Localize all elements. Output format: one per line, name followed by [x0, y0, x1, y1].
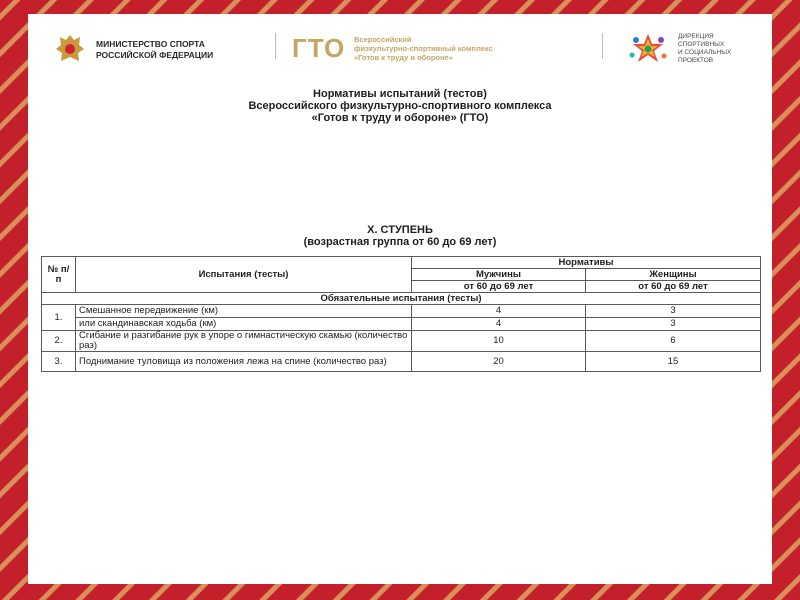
row-number: 3.: [42, 352, 76, 372]
directorate-logo: [624, 31, 754, 71]
gto-caption: [354, 35, 493, 62]
ministry-name: [96, 39, 213, 61]
row-number: 2.: [42, 331, 76, 352]
col-number-header: № п/п: [42, 257, 76, 293]
row-women-value: 15: [586, 352, 761, 372]
title-line-2: Всероссийского физкультурно-спортивного комплекса: [248, 100, 552, 112]
title-line-1: Нормативы испытаний (тестов): [313, 88, 487, 100]
directorate-line-1: ДИРЕКЦИЯ: [678, 33, 714, 40]
slide-sheet: [28, 14, 772, 584]
row-men-value: 10: [412, 331, 586, 352]
row-women-value: 3: [586, 318, 761, 331]
table-row: [42, 305, 761, 318]
section-row: [42, 293, 761, 305]
step-line-1: X. СТУПЕНЬ: [367, 224, 433, 236]
col-tests-header: Испытания (тесты): [76, 257, 412, 293]
coat-of-arms-icon: [52, 31, 88, 67]
directorate-name: [678, 33, 731, 65]
header-divider: [275, 33, 276, 59]
row-women-value: 3: [586, 305, 761, 318]
row-men-value: 4: [412, 305, 586, 318]
gto-logo: [292, 31, 592, 71]
colorful-star-icon: [624, 31, 672, 67]
row-test: Поднимание туловища из положения лежа на спине (количество раз): [76, 352, 412, 372]
ministry-logo: [52, 31, 272, 71]
gto-mark: ГТО: [292, 33, 346, 63]
step-title: [28, 224, 772, 248]
table-row: [42, 352, 761, 372]
row-men-value: 20: [412, 352, 586, 372]
table-row: [42, 331, 761, 352]
header-divider: [602, 33, 603, 59]
col-norms-header: Нормативы: [412, 257, 761, 269]
directorate-line-2: СПОРТИВНЫХ: [678, 41, 725, 48]
row-men-value: 4: [412, 318, 586, 331]
directorate-line-4: ПРОЕКТОВ: [678, 57, 714, 64]
gto-line-1: Всероссийский: [354, 35, 412, 44]
document-title: [28, 88, 772, 124]
step-line-2: (возрастная группа от 60 до 69 лет): [303, 236, 497, 248]
row-number: 1.: [42, 305, 76, 331]
ministry-line-1: МИНИСТЕРСТВО СПОРТА: [96, 39, 205, 49]
gto-line-3: «Готов к труду и обороне»: [354, 53, 453, 62]
col-men-header: Мужчины: [412, 269, 586, 281]
row-women-value: 6: [586, 331, 761, 352]
row-test: или скандинавская ходьба (км): [76, 318, 412, 331]
table-header-row: [42, 257, 761, 269]
directorate-line-3: И СОЦИАЛЬНЫХ: [678, 49, 732, 56]
col-women-header: Женщины: [586, 269, 761, 281]
norms-table: [41, 256, 761, 372]
title-line-3: «Готов к труду и обороне» (ГТО): [311, 112, 489, 124]
age-women-header: от 60 до 69 лет: [586, 281, 761, 293]
age-men-header: от 60 до 69 лет: [412, 281, 586, 293]
row-test: Смешанное передвижение (км): [76, 305, 412, 318]
ministry-line-2: РОССИЙСКОЙ ФЕДЕРАЦИИ: [96, 50, 214, 60]
row-test: Сгибание и разгибание рук в упоре о гимнастическую скамью (количество раз): [76, 331, 412, 352]
table-row: [42, 318, 761, 331]
gto-line-2: физкультурно-спортивный комплекс: [354, 44, 493, 53]
section-mandatory: Обязательные испытания (тесты): [42, 293, 761, 305]
